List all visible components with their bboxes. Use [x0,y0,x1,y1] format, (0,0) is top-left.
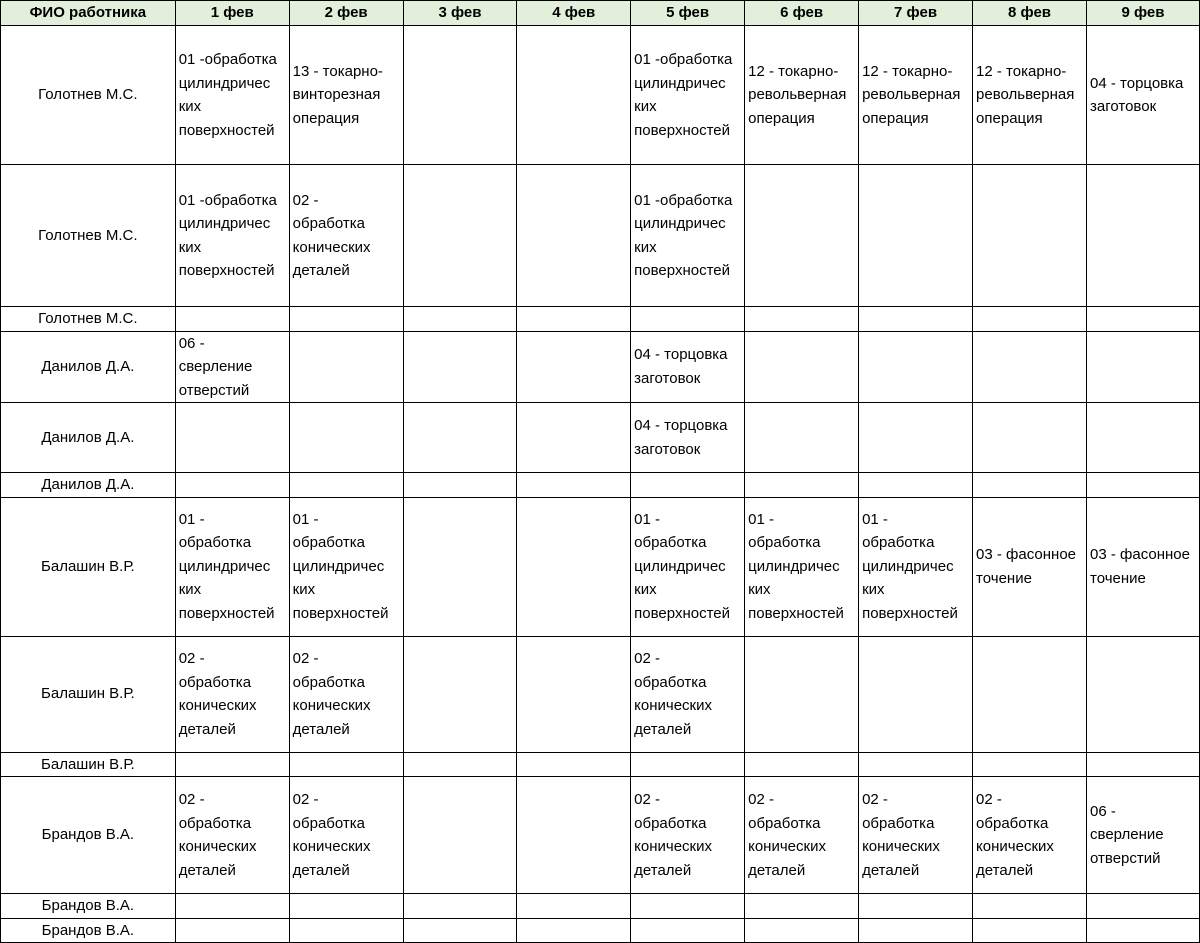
task-cell[interactable] [1087,918,1200,943]
task-cell[interactable] [973,497,1087,636]
task-text: 12 - токарно- револьверная операция [862,62,961,127]
header-day[interactable]: 7 фев [859,1,973,26]
task-cell[interactable] [517,165,631,307]
task-text: 06 - сверление отверстий [178,334,253,399]
task-text: 02 - обработка конических деталей [748,791,826,879]
employee-name-cell[interactable]: Брандов В.А. [1,918,176,943]
employee-name-cell[interactable]: Данилов Д.А. [1,331,176,403]
task-cell[interactable] [517,26,631,165]
task-cell[interactable] [973,165,1087,307]
employee-name-cell[interactable]: Голотнев М.С. [1,165,176,307]
task-cell[interactable] [517,403,631,473]
task-cell[interactable] [1087,497,1200,636]
task-cell[interactable] [289,777,403,894]
task-text: 01 - обработка цилиндричес ких поверхностей [862,510,958,622]
task-text: 02 - обработка конических деталей [292,650,371,738]
task-text: 02 - обработка конических деталей [634,650,712,738]
task-cell[interactable] [403,165,517,307]
table-row [1,636,1200,752]
task-cell[interactable] [859,473,973,498]
task-cell[interactable] [1087,752,1200,777]
task-cell[interactable] [973,918,1087,943]
task-cell[interactable] [859,26,973,165]
header-day[interactable]: 9 фев [1087,1,1200,26]
task-cell[interactable] [631,636,745,752]
task-cell[interactable] [175,165,289,307]
task-cell[interactable] [1087,636,1200,752]
task-cell[interactable] [745,26,859,165]
task-text: 04 - торцовка заготовок [634,346,728,387]
task-cell[interactable] [403,403,517,473]
task-text: 02 - обработка конических деталей [634,791,712,879]
task-cell[interactable] [631,777,745,894]
task-cell[interactable] [745,752,859,777]
task-cell[interactable] [859,331,973,403]
task-cell[interactable] [745,497,859,636]
task-cell[interactable] [859,497,973,636]
task-cell[interactable] [973,331,1087,403]
task-cell[interactable] [745,777,859,894]
table-row [1,307,1200,332]
task-cell[interactable] [175,777,289,894]
table-row [1,497,1200,636]
task-cell[interactable] [859,403,973,473]
employee-name-cell[interactable]: Балашин В.Р. [1,636,176,752]
task-cell[interactable] [517,636,631,752]
task-cell[interactable] [745,636,859,752]
task-cell[interactable] [1087,403,1200,473]
task-cell[interactable] [517,331,631,403]
employee-name-cell[interactable]: Брандов В.А. [1,894,176,919]
task-text: 04 - торцовка заготовок [634,417,728,458]
employee-name-cell[interactable]: Данилов Д.А. [1,473,176,498]
header-day[interactable]: 3 фев [403,1,517,26]
task-cell[interactable] [1087,777,1200,894]
task-text: 02 - обработка конических деталей [862,791,940,879]
task-cell[interactable] [631,752,745,777]
task-cell[interactable] [631,918,745,943]
task-cell[interactable] [175,331,289,403]
header-day[interactable]: 6 фев [745,1,859,26]
task-cell[interactable] [631,497,745,636]
header-day[interactable]: 8 фев [973,1,1087,26]
task-cell[interactable] [289,918,403,943]
header-day[interactable]: 2 фев [289,1,403,26]
task-cell[interactable] [973,473,1087,498]
task-cell[interactable] [631,473,745,498]
task-text: 02 - обработка конических деталей [292,791,371,879]
task-cell[interactable] [403,307,517,332]
task-cell[interactable] [289,165,403,307]
task-cell[interactable] [973,894,1087,919]
task-text: 01 - обработка цилиндричес ких поверхностей [292,510,389,622]
task-cell[interactable] [745,331,859,403]
task-cell[interactable] [973,636,1087,752]
task-cell[interactable] [973,777,1087,894]
table-row [1,473,1200,498]
task-cell[interactable] [289,307,403,332]
task-cell[interactable] [631,26,745,165]
task-cell[interactable] [517,777,631,894]
task-cell[interactable] [859,752,973,777]
task-cell[interactable] [517,307,631,332]
employee-name-cell[interactable]: Голотнев М.С. [1,307,176,332]
employee-name-cell[interactable]: Балашин В.Р. [1,752,176,777]
task-cell[interactable] [631,894,745,919]
task-cell[interactable] [973,752,1087,777]
task-cell[interactable] [745,894,859,919]
task-cell[interactable] [289,473,403,498]
task-cell[interactable] [1087,165,1200,307]
task-cell[interactable] [175,473,289,498]
task-cell[interactable] [517,918,631,943]
task-cell[interactable] [1087,473,1200,498]
task-cell[interactable] [631,403,745,473]
header-row [1,1,1200,26]
employee-name-cell[interactable]: Брандов В.А. [1,777,176,894]
task-cell[interactable] [517,752,631,777]
header-employee-name[interactable]: ФИО работника [1,1,176,26]
task-cell[interactable] [175,636,289,752]
task-cell[interactable] [403,497,517,636]
task-text: 01 -обработка цилиндричес ких поверхностей [634,51,733,139]
task-cell[interactable] [289,331,403,403]
task-cell[interactable] [403,26,517,165]
task-text: 12 - токарно- револьверная операция [976,62,1075,127]
header-day[interactable]: 4 фев [517,1,631,26]
employee-name-cell[interactable]: Балашин В.Р. [1,497,176,636]
table-row [1,918,1200,943]
task-cell[interactable] [403,636,517,752]
task-cell[interactable] [859,918,973,943]
task-cell[interactable] [175,752,289,777]
task-cell[interactable] [403,777,517,894]
task-cell[interactable] [175,307,289,332]
task-cell[interactable] [1087,307,1200,332]
task-cell[interactable] [517,497,631,636]
task-text: 13 - токарно- винторезная операция [292,62,383,127]
employee-name-cell[interactable]: Данилов Д.А. [1,403,176,473]
task-cell[interactable] [403,894,517,919]
task-cell[interactable] [289,894,403,919]
task-cell[interactable] [175,403,289,473]
employee-name-cell[interactable]: Голотнев М.С. [1,26,176,165]
task-cell[interactable] [745,473,859,498]
task-cell[interactable] [859,894,973,919]
task-cell[interactable] [289,636,403,752]
task-cell[interactable] [289,752,403,777]
task-cell[interactable] [175,918,289,943]
task-text: 03 - фасонное точение [1090,546,1190,587]
task-cell[interactable] [403,473,517,498]
task-cell[interactable] [973,307,1087,332]
task-cell[interactable] [973,403,1087,473]
task-text: 06 - сверление отверстий [1090,802,1164,867]
task-cell[interactable] [745,165,859,307]
task-cell[interactable] [859,307,973,332]
task-cell[interactable] [1087,331,1200,403]
table-row [1,165,1200,307]
task-cell[interactable] [973,26,1087,165]
task-cell[interactable] [403,918,517,943]
task-cell[interactable] [745,918,859,943]
task-cell[interactable] [745,307,859,332]
task-text: 01 -обработка цилиндричес ких поверхностей [178,191,277,279]
task-text: 02 - обработка конических деталей [178,650,257,738]
task-cell[interactable] [631,331,745,403]
task-text: 02 - обработка конических деталей [178,791,257,879]
task-text: 02 - обработка конических деталей [292,191,371,279]
table-row [1,403,1200,473]
task-cell[interactable] [289,26,403,165]
table-row [1,26,1200,165]
task-text: 01 - обработка цилиндричес ких поверхностей [748,510,844,622]
task-cell[interactable] [175,894,289,919]
task-text: 01 - обработка цилиндричес ких поверхностей [634,510,730,622]
task-cell[interactable] [517,473,631,498]
task-cell[interactable] [175,26,289,165]
table-row [1,894,1200,919]
task-cell[interactable] [631,165,745,307]
table-row [1,777,1200,894]
task-text: 04 - торцовка заготовок [1090,74,1184,115]
task-cell[interactable] [745,403,859,473]
table-row [1,752,1200,777]
task-cell[interactable] [1087,894,1200,919]
task-cell[interactable] [403,331,517,403]
table-row [1,331,1200,403]
task-text: 01 - обработка цилиндричес ких поверхностей [178,510,275,622]
task-cell[interactable] [517,894,631,919]
task-cell[interactable] [289,497,403,636]
header-day[interactable]: 1 фев [175,1,289,26]
task-cell[interactable] [1087,26,1200,165]
task-text: 12 - токарно- револьверная операция [748,62,847,127]
task-text: 01 -обработка цилиндричес ких поверхностей [178,51,277,139]
task-cell[interactable] [175,497,289,636]
task-cell[interactable] [403,752,517,777]
task-cell[interactable] [859,777,973,894]
header-day[interactable]: 5 фев [631,1,745,26]
task-cell[interactable] [631,307,745,332]
task-text: 01 -обработка цилиндричес ких поверхностей [634,191,733,279]
task-cell[interactable] [859,165,973,307]
task-cell[interactable] [859,636,973,752]
task-text: 03 - фасонное точение [976,546,1077,587]
task-cell[interactable] [289,403,403,473]
task-text: 02 - обработка конических деталей [976,791,1054,879]
